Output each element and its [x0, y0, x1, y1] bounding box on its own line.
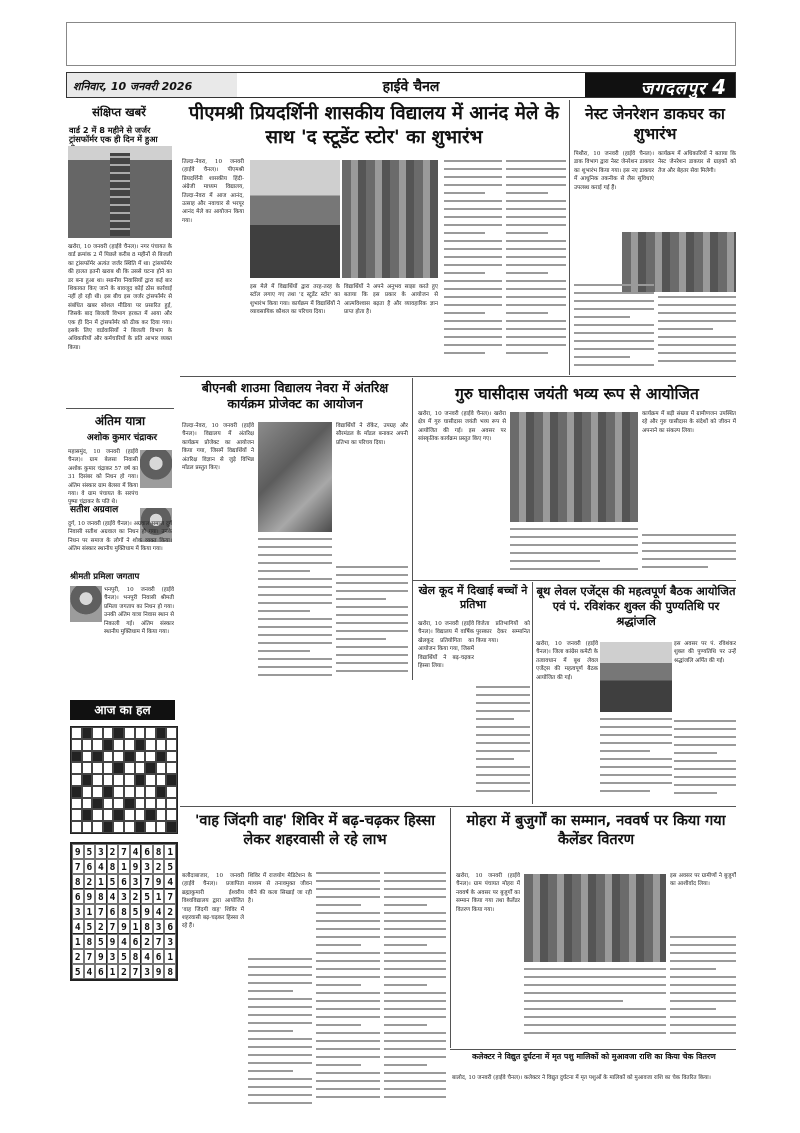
- divider: [450, 808, 451, 1048]
- sudoku-cell: 5: [84, 919, 96, 934]
- sudoku-cell: 2: [130, 889, 142, 904]
- sudoku-cell: 7: [84, 949, 96, 964]
- sudoku-cell: 9: [72, 844, 84, 859]
- obituary-person-3-photo: [70, 586, 102, 622]
- obituary-person-3-text: भनपुरी, 10 जनवरी (हाईवे चैनल)। भनपुरी निवासी श्रीमती प्रमिला जगताप का निधन हो गया। उनकी अंतिम यात्रा निवास स्थान से निकाली गई। अंतिम संस्कार स्थानीय मुक्तिधाम में किया गया।: [104, 587, 174, 636]
- transformer-photo: [68, 146, 172, 238]
- sudoku-cell: 2: [141, 934, 153, 949]
- wah-story-p1: बलौदाबाजार, 10 जनवरी (हाईवे चैनल)। प्रजापिता ब्रह्माकुमारी ईश्वरीय विश्वविद्यालय द्वारा आयोजित 'वाह जिंदगी वाह' शिविर में शहरवासी बढ़-चढ़कर हिस्सा ले रहे हैं।: [182, 873, 244, 930]
- isro-story-text-lines-2: [336, 566, 408, 678]
- booth-story-text-lines: [600, 718, 672, 802]
- masthead-paper-name: हाईवे चैनल: [382, 79, 440, 95]
- sudoku-cell: 3: [72, 904, 84, 919]
- sudoku-cell: 1: [130, 919, 142, 934]
- sudoku-cell: 7: [107, 919, 119, 934]
- sudoku-cell: 8: [107, 859, 119, 874]
- booth-story-headline: बूथ लेवल एजेंट्स की महत्वपूर्ण बैठक आयोजित एवं पं. रविशंकर शुक्ल की पुण्यतिथि पर श्रद्धांजलि: [536, 584, 736, 628]
- divider: [569, 100, 570, 375]
- nest-story-text-lines: [574, 284, 654, 372]
- sudoku-cell: 4: [153, 904, 165, 919]
- sudoku-cell: 3: [153, 919, 165, 934]
- sudoku-cell: 8: [153, 844, 165, 859]
- guru-story-p2: कार्यक्रम में बड़ी संख्या में ग्रामीणजन उपस्थित रहे और गुरु घासीदास के संदेशों को जीवन में अपनाने का संकल्प लिया।: [642, 411, 736, 434]
- divider: [412, 580, 736, 581]
- sudoku-cell: 4: [95, 859, 107, 874]
- lead-story-photo-1: [250, 160, 340, 278]
- mohra-story-headline: मोहरा में बुजुर्गों का सम्मान, नववर्ष पर किया गया कैलेंडर वितरण: [466, 813, 726, 848]
- sudoku-cell: 8: [72, 874, 84, 889]
- briefs-headline: वार्ड 2 में 8 महीने से जर्जर ट्रांसफॉर्मर एक ही दिन में हुआ: [69, 124, 158, 145]
- divider: [450, 1049, 736, 1050]
- sudoku-cell: 1: [164, 844, 176, 859]
- isro-story-p2: विद्यार्थियों ने रॉकेट, उपग्रह और सौरमंडल के मॉडल बनाकर अपनी प्रतिभा का परिचय दिया।: [336, 423, 408, 446]
- crossword-grid: [70, 726, 178, 834]
- collector-story-p1: बालोद, 10 जनवरी (हाईवे चैनल)। कलेक्टर ने विद्युत दुर्घटना में मृत पशुओं के मालिकों को मुआवजा राशि का चेक वितरित किया।: [452, 1075, 711, 1081]
- guru-story-text-lines-2: [642, 534, 736, 578]
- isro-story-photo: [258, 422, 332, 532]
- mohra-story-p1: खरोरा, 10 जनवरी (हाईवे चैनल)। ग्राम पंचायत मोहरा में नववर्ष के अवसर पर बुजुर्गों का सम्मान किया गया तथा कैलेंडर वितरण किया गया।: [456, 873, 520, 913]
- sudoku-cell: 7: [95, 904, 107, 919]
- sudoku-cell: 5: [84, 844, 96, 859]
- sudoku-cell: 6: [153, 949, 165, 964]
- sudoku-cell: 2: [118, 964, 130, 979]
- sudoku-cell: 1: [72, 934, 84, 949]
- divider: [66, 408, 174, 409]
- sudoku-grid: [70, 842, 178, 981]
- lead-story-text-lines-2: [506, 160, 566, 370]
- sudoku-cell: 9: [141, 904, 153, 919]
- obituary-person-1-name: अशोक कुमार चंद्राकर: [86, 433, 158, 443]
- sports-story-p1: खरोरा, 10 जनवरी (हाईवे चैनल)। विद्यालय में वार्षिक खेलकूद प्रतियोगिता का आयोजन किया गया, जिसमें विद्यार्थियों ने बढ़-चढ़कर हिस्सा लिया।: [418, 621, 474, 670]
- divider: [180, 376, 736, 377]
- sudoku-cell: 7: [164, 889, 176, 904]
- sudoku-cell: 6: [118, 874, 130, 889]
- divider: [180, 806, 736, 807]
- sudoku-cell: 6: [130, 934, 142, 949]
- isro-story-p1: तिल्दा-नेवरा, 10 जनवरी (हाईवे चैनल)। विद्यालय में अंतरिक्ष कार्यक्रम प्रोजेक्ट का आयोजन किया गया, जिसमें विद्यार्थियों ने अंतरिक्ष विज्ञान से जुड़े विभिन्न मॉडल प्रस्तुत किए।: [182, 423, 254, 472]
- sudoku-cell: 3: [130, 874, 142, 889]
- nest-story-photo: [622, 232, 736, 292]
- sudoku-cell: 3: [141, 859, 153, 874]
- guru-story-headline: गुरु घासीदास जयंती भव्य रूप से आयोजित: [455, 385, 699, 403]
- guru-story-p1: खरोरा, 10 जनवरी (हाईवे चैनल)। खरोरा क्षेत्र में गुरु घासीदास जयंती भव्य रूप से आयोजित की गई। इस अवसर पर सांस्कृतिक कार्यक्रम प्रस्तुत किए गए।: [418, 411, 506, 443]
- sudoku-cell: 4: [84, 964, 96, 979]
- lead-story-text-lines: [444, 160, 502, 370]
- mohra-story-photo: [524, 874, 666, 962]
- sudoku-cell: 5: [130, 904, 142, 919]
- sudoku-cell: 1: [84, 904, 96, 919]
- sudoku-cell: 4: [72, 919, 84, 934]
- sudoku-cell: 9: [153, 964, 165, 979]
- obituary-person-2-text: दुर्ग, 10 जनवरी (हाईवे चैनल)। अग्रवाल समाज दुर्ग निवासी सतीश अग्रवाल का निधन हो गया। उनके निधन पर समाज के लोगों ने शोक व्यक्त किया। अंतिम संस्कार स्थानीय मुक्तिधाम में किया गया।: [68, 521, 172, 553]
- masthead-city: [585, 73, 735, 97]
- sudoku-cell: 1: [107, 964, 119, 979]
- sudoku-cell: 2: [72, 949, 84, 964]
- nest-story-headline: नेस्ट जेनरेशन डाकघर का शुभारंभ: [585, 105, 725, 143]
- masthead-city-name: जगदलपुर: [640, 79, 707, 99]
- lead-story-p1: तिल्दा-नेवरा, 10 जनवरी (हाईवे चैनल)। पीएमश्री प्रियदर्शिनी शासकीय हिंदी-अंग्रेजी माध्यम विद्यालय, तिल्दा-नेवरा में आज आनंद, उत्साह और नवाचार से भरपूर आनंद मेले का आयोजन किया गया।: [182, 159, 244, 224]
- sudoku-cell: 1: [95, 874, 107, 889]
- sudoku-cell: 2: [164, 904, 176, 919]
- mohra-story-text-lines: [524, 968, 666, 1044]
- lead-story-photo-2: [342, 160, 438, 278]
- sudoku-cell: 7: [141, 874, 153, 889]
- sudoku-cell: 1: [164, 949, 176, 964]
- booth-story-text-lines-2: [674, 720, 736, 802]
- sudoku-cell: 6: [107, 904, 119, 919]
- sudoku-cell: 3: [107, 949, 119, 964]
- sudoku-cell: 5: [164, 859, 176, 874]
- sudoku-cell: 8: [95, 889, 107, 904]
- sudoku-cell: 9: [153, 874, 165, 889]
- sudoku-cell: 2: [95, 919, 107, 934]
- sudoku-cell: 3: [95, 844, 107, 859]
- aaj-ka-hal-title: आज का हल: [70, 700, 175, 720]
- obituary-person-2-name: सतीश अग्रवाल: [70, 505, 119, 515]
- sudoku-cell: 8: [130, 949, 142, 964]
- collector-story-headline: कलेक्टर ने विद्युत दुर्घटना में मृत पशु मालिकों को मुआवजा राशि का किया चेक वितरण: [472, 1052, 716, 1061]
- masthead-date: शनिवार, 10 जनवरी 2026: [67, 73, 237, 97]
- sudoku-cell: 4: [164, 874, 176, 889]
- obituary-title: अंतिम यात्रा: [94, 414, 146, 428]
- obituary-person-1-text: महासमुंद, 10 जनवरी (हाईवे चैनल)। ग्राम बेलसा निवासी अशोक कुमार चंद्राकर 57 वर्ष का 31 दिसंबर को निधन हो गया। अंतिम संस्कार ग्राम बेलसा में किया गया। वे ग्राम पंचायत के सरपंच पुष्पा चंद्राकर के पति थे।: [68, 449, 138, 506]
- masthead: [66, 72, 736, 98]
- lead-story-p3: विद्यार्थियों ने अपने अनुभव साझा करते हुए बताया कि इस प्रकार के आयोजन से आत्मविश्वास बढ़ता है और व्यावहारिक ज्ञान प्राप्त होता है।: [344, 284, 438, 316]
- mohra-story-text-lines-2: [670, 936, 736, 1044]
- sudoku-cell: 6: [84, 859, 96, 874]
- sudoku-cell: 1: [153, 889, 165, 904]
- sudoku-cell: 7: [118, 844, 130, 859]
- sudoku-cell: 7: [153, 934, 165, 949]
- obituary-person-3-name: श्रीमती प्रमिला जगताप: [70, 572, 140, 582]
- sudoku-cell: 5: [107, 874, 119, 889]
- sudoku-cell: 8: [164, 964, 176, 979]
- sudoku-cell: 7: [72, 859, 84, 874]
- sudoku-cell: 9: [84, 889, 96, 904]
- sudoku-cell: 2: [107, 844, 119, 859]
- sudoku-cell: 9: [95, 949, 107, 964]
- lead-story-headline: पीएमश्री प्रियदर्शिनी शासकीय विद्यालय में आनंद मेले के साथ 'द स्टूडेंट स्टोर' का शुभारंभ: [188, 103, 560, 148]
- sudoku-cell: 5: [95, 934, 107, 949]
- page-number: 4: [712, 75, 727, 99]
- sudoku-cell: 7: [130, 964, 142, 979]
- nest-story-text-lines-2: [658, 296, 736, 372]
- sudoku-cell: 9: [107, 934, 119, 949]
- briefs-title: संक्षिप्त खबरें: [92, 105, 146, 119]
- booth-story-p1: खरोरा, 10 जनवरी (हाईवे चैनल)। जिला कांग्रेस कमेटी के तत्वावधान में बूथ लेवल एजेंट्स की महत्वपूर्ण बैठक आयोजित की गई।: [536, 641, 598, 681]
- sudoku-cell: 4: [141, 949, 153, 964]
- sudoku-cell: 9: [130, 859, 142, 874]
- sudoku-cell: 6: [95, 964, 107, 979]
- sudoku-cell: 6: [164, 919, 176, 934]
- sudoku-cell: 8: [84, 934, 96, 949]
- sports-story-p2: विजेता प्रतिभागियों को पुरस्कार देकर सम्मानित किया गया।: [476, 621, 530, 644]
- sports-story-headline: खेल कूद में दिखाई बच्चों ने प्रतिभा: [418, 584, 528, 611]
- guru-story-text-lines: [510, 528, 638, 576]
- sudoku-cell: 5: [118, 949, 130, 964]
- guru-story-photo: [510, 412, 638, 522]
- nest-story-p1: पिथौरा, 10 जनवरी (हाईवे चैनल)। डाक विभाग द्वारा नेस्ट जेनरेशन डाकघर का शुभारंभ किया गया। इस नए डाकघर में आधुनिक तकनीक से लैस सुविधाएं उपलब्ध कराई गई हैं।: [574, 151, 654, 191]
- sudoku-cell: 1: [118, 859, 130, 874]
- sudoku-cell: 6: [72, 889, 84, 904]
- isro-story-text-lines: [258, 538, 332, 678]
- sports-story-text-lines: [476, 686, 530, 802]
- header-blank-box: [66, 22, 736, 66]
- wah-story-text-lines: [248, 958, 312, 1112]
- wah-story-p2: शिविर में राजयोग मेडिटेशन के माध्यम से तनावमुक्त जीवन जीने की कला सिखाई जा रही है।: [248, 873, 312, 905]
- wah-story-text-lines-2: [316, 872, 380, 1112]
- obituary-section: [66, 412, 174, 430]
- sudoku-cell: 2: [153, 859, 165, 874]
- wah-story-text-lines-3: [384, 872, 446, 1112]
- divider: [412, 378, 413, 680]
- sudoku-cell: 9: [118, 919, 130, 934]
- sudoku-cell: 4: [130, 844, 142, 859]
- sudoku-cell: 5: [141, 889, 153, 904]
- sudoku-cell: 4: [118, 934, 130, 949]
- sudoku-cell: 3: [118, 889, 130, 904]
- lead-story-p2: इस मेले में विद्यार्थियों द्वारा तरह-तरह के स्टॉल लगाए गए तथा 'द स्टूडेंट स्टोर' का शुभारंभ किया गया। कार्यक्रम में विद्यार्थियों ने व्यावसायिक कौशल का परिचय दिया।: [250, 284, 340, 316]
- sudoku-cell: 6: [141, 844, 153, 859]
- sudoku-cell: 8: [141, 919, 153, 934]
- sudoku-cell: 3: [141, 964, 153, 979]
- divider: [532, 582, 533, 804]
- nest-story-p2: कार्यक्रम में अधिकारियों ने बताया कि नेस्ट जेनरेशन डाकघर से ग्राहकों को तेज और बेहतर सेवा मिलेगी।: [658, 151, 736, 174]
- mohra-story-p2: इस अवसर पर ग्रामीणों ने बुजुर्गों का आशीर्वाद लिया।: [670, 873, 736, 888]
- sudoku-cell: 4: [107, 889, 119, 904]
- sudoku-cell: 8: [118, 904, 130, 919]
- wah-story-headline: 'वाह जिंदगी वाह' शिविर में बढ़-चढ़कर हिस्सा लेकर शहरवासी ले रहे लाभ: [194, 813, 436, 848]
- sudoku-cell: 5: [72, 964, 84, 979]
- obituary-person-1-photo: [140, 450, 172, 488]
- booth-story-photo: [600, 642, 672, 712]
- sudoku-cell: 2: [84, 874, 96, 889]
- sudoku-cell: 3: [164, 934, 176, 949]
- booth-story-p2: इस अवसर पर पं. रविशंकर शुक्ल की पुण्यतिथि पर उन्हें श्रद्धांजलि अर्पित की गई।: [674, 641, 736, 664]
- briefs-lead-text: खरोरा, 10 जनवरी (हाईवे चैनल)। नगर पंचायत के वार्ड क्रमांक 2 में पिछले करीब 8 महीनों से बिजली का ट्रांसफॉर्मर अत्यंत जर्जर स्थिति में था। ट्रांसफॉर्मर की हालत इतनी खराब थी कि उससे घटना होने का डर बना हुआ था। स्थानीय निवासियों द्वारा कई बार शिकायत किए जाने के बावजूद कोई ठोस कार्रवाई नहीं हो रही थी। इस बीच इस जर्जर ट्रांसफॉर्मर से संबंधित खबर सोशल मीडिया पर प्रसारित हुई, जिसके बाद बिजली विभाग हरकत में आया और एक ही दिन में ट्रांसफॉर्मर को ठीक कर दिया गया। इसके लिए वार्डवासियों ने बिजली विभाग के अधिकारियों और कर्मचारियों के प्रति आभार व्यक्त किया।: [68, 244, 172, 351]
- isro-story-headline: बीएनबी शाउमा विद्यालय नेवरा में अंतरिक्ष कार्यक्रम प्रोजेक्ट का आयोजन: [201, 380, 389, 411]
